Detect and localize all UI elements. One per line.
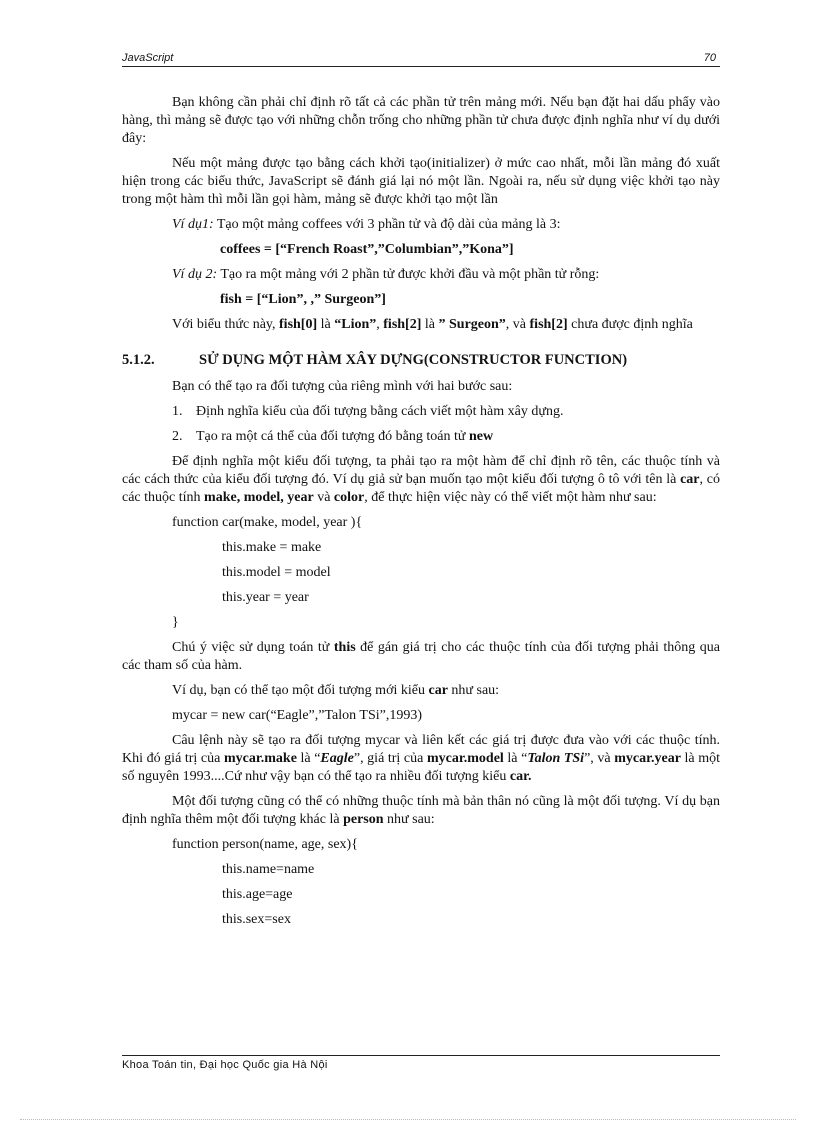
footer-text: Khoa Toán tin, Đại học Quốc gia Hà Nội <box>122 1059 328 1071</box>
page-header <box>122 52 720 67</box>
text-run: chưa được định nghĩa <box>567 317 693 332</box>
list-number: 1. <box>172 404 183 419</box>
text-run: và <box>313 490 334 505</box>
code-term: color <box>333 490 365 505</box>
section-title: SỬ DỤNG MỘT HÀM XÂY DỰNG(CONSTRUCTOR FUNCTION) <box>199 352 628 368</box>
example-2 <box>122 266 720 284</box>
example-1-label: Ví dụ1: <box>172 217 214 232</box>
list-number: 2. <box>172 429 183 444</box>
code-term: mycar.year <box>614 751 681 766</box>
code-line: this.make = make <box>222 540 322 555</box>
code-line: this.age=age <box>222 887 293 902</box>
code-term: “Lion” <box>334 317 377 332</box>
example-2-text: Tạo ra một mảng với 2 phần tử được khởi đầu và một phần tử rỗng: <box>217 267 600 282</box>
code-term: make, model, year <box>204 490 314 505</box>
code-line: this.model = model <box>222 565 331 580</box>
code-line: mycar = new car(“Eagle”,”Talon TSi”,1993) <box>172 708 422 723</box>
example-2-code: fish = [“Lion”, ,” Surgeon”] <box>220 292 386 307</box>
paragraph-empty-elements: Bạn không cần phải chỉ định rõ tất cả các phần tử trên mảng mới. Nếu bạn đặt hai dấu phẩy vào hàng, thì mảng sẽ được tạo với những chỗn trống cho những phần tử chưa được định nghĩa như ví dụ dưới đây: <box>122 95 720 146</box>
code-term: mycar.make <box>223 751 297 766</box>
list-item <box>122 403 720 421</box>
code-term: car. <box>509 769 532 784</box>
text-run: là <box>317 317 335 332</box>
text-run: Để định nghĩa một kiểu đối tượng, ta phải tạo ra một hàm để chỉ định rõ tên, các thuộc tính và các cách thức của kiểu đối tượng đó. Ví dụ giả sử bạn muốn tạo một kiểu đối tượng ô tô với tên là <box>122 454 720 487</box>
paragraph-example-new <box>122 682 720 700</box>
code-line: this.year = year <box>222 590 309 605</box>
code-term: fish[0] <box>279 317 318 332</box>
text-run: Với biểu thức này, <box>172 317 280 332</box>
code-term: new <box>468 429 494 444</box>
text-run: ”, và <box>584 751 615 766</box>
code-line: } <box>172 615 179 630</box>
text-run: như sau: <box>447 683 500 698</box>
code-term: mycar.model <box>426 751 504 766</box>
code-line: function car(make, model, year ){ <box>172 515 363 530</box>
text-run: , <box>376 317 384 332</box>
page-number: 70 <box>703 52 716 64</box>
paragraph-expression <box>122 316 720 334</box>
text-run: như sau: <box>383 812 435 827</box>
page-footer <box>122 1055 720 1071</box>
paragraph-mycar <box>122 732 720 786</box>
paragraph-this-operator <box>122 639 720 675</box>
code-line: this.name=name <box>222 862 315 877</box>
text-run: ”, giá trị của <box>353 751 427 766</box>
code-term: person <box>343 812 384 827</box>
text-run: Câu lệnh này sẽ tạo ra đối tượng mycar và liên kết các giá trị được đưa vào với các thuộc tính. Khi đó giá trị của <box>122 733 720 766</box>
code-term: fish[2] <box>383 317 422 332</box>
paragraph-define-type <box>122 453 720 507</box>
example-1 <box>122 216 720 234</box>
text-run: là “ <box>503 751 528 766</box>
code-term: fish[2] <box>529 317 568 332</box>
page-content <box>122 94 720 936</box>
value-term: Eagle <box>320 751 354 766</box>
header-title: JavaScript <box>122 52 174 64</box>
text-run: là “ <box>296 751 321 766</box>
text-run: Một đối tượng cũng có thể có những thuộc tính mà bản thân nó cũng là một đối tượng. Ví dụ bạn định nghĩa thêm một đối tượng khác là <box>122 794 720 827</box>
paragraph-initializer: Nếu một mảng được tạo bằng cách khởi tạo(initializer) ở mức cao nhất, mỗi lần mảng đó xuất hiện trong các biểu thức, JavaScript sẽ đánh giá lại nó một lần. Ngoài ra, nếu sử dụng việc khởi tạo này trong một hàm thì mỗi lần gọi hàm, mảng sẽ được khởi tạo một lần <box>122 156 720 207</box>
example-1-code: coffees = [“French Roast”,”Columbian”,”Kona”] <box>220 242 514 257</box>
text-run: là một số nguyên 1993....Cứ như vậy bạn có thể tạo ra nhiều đối tượng kiểu <box>122 751 721 784</box>
text-run: Ví dụ, bạn có thể tạo một đối tượng mới kiểu <box>172 683 429 698</box>
example-2-label: Ví dụ 2: <box>172 267 218 282</box>
list-item <box>122 428 720 446</box>
example-1-text: Tạo một mảng coffees với 3 phần tử và độ dài của mảng là 3: <box>213 217 561 232</box>
text-run: , để thực hiện việc này có thể viết một hàm như sau: <box>364 490 657 505</box>
code-term: this <box>333 640 356 655</box>
list-text: Định nghĩa kiểu của đối tượng bằng cách viết một hàm xây dựng. <box>196 404 564 419</box>
text-run: Chú ý việc sử dụng toán tử <box>172 640 334 655</box>
list-text: Tạo ra một cá thể của đối tượng đó bằng toán tử <box>196 429 469 444</box>
text-run: là <box>421 317 439 332</box>
page-bottom-border <box>20 1119 796 1120</box>
intro-text: Bạn có thể tạo ra đối tượng của riêng mình với hai bước sau: <box>172 379 513 394</box>
code-line: this.sex=sex <box>222 912 291 927</box>
paragraph-nested-object <box>122 793 720 829</box>
code-line: function person(name, age, sex){ <box>172 837 358 852</box>
text-run: , có các thuộc tính <box>122 472 720 505</box>
text-run: để gán giá trị cho các thuộc tính của đối tượng phải thông qua các tham số của hàm. <box>122 640 720 673</box>
section-heading <box>122 351 720 369</box>
code-term: car <box>428 683 448 698</box>
section-number: 5.1.2. <box>122 352 155 368</box>
code-term: car <box>680 472 700 487</box>
text-run: , và <box>505 317 530 332</box>
code-term: ” Surgeon” <box>438 317 506 332</box>
value-term: Talon TSi <box>527 751 585 766</box>
